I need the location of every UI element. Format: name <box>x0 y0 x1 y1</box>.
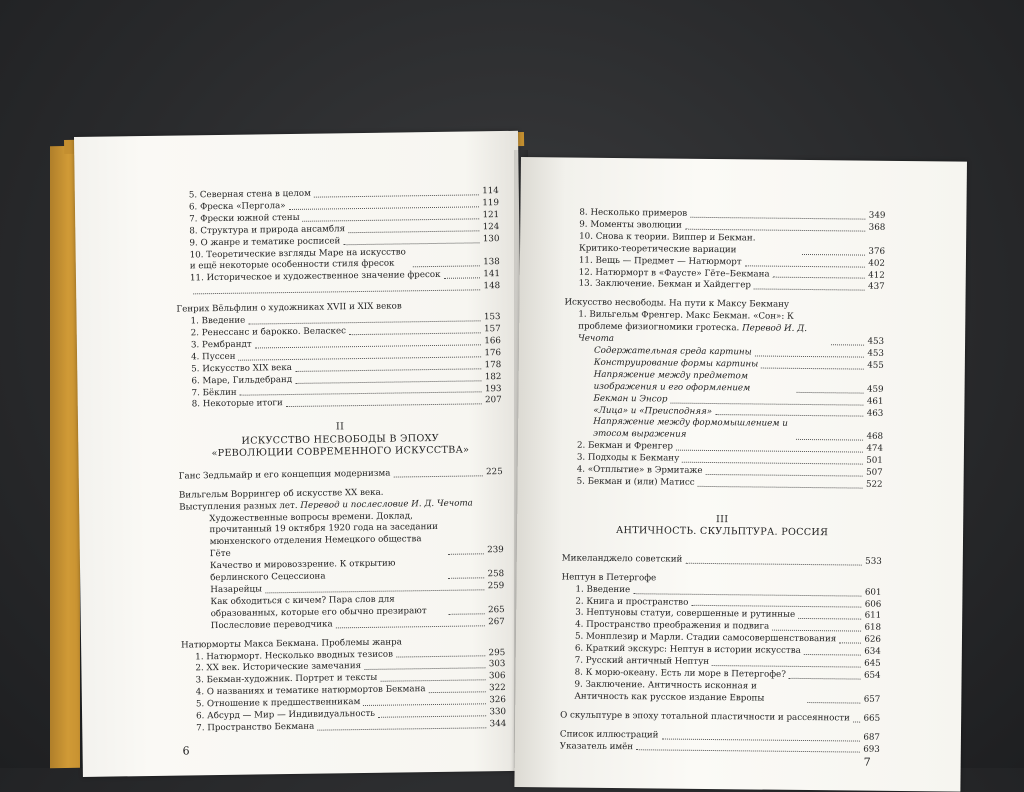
toc-entry: 11. Историческое и художественное значение фресок 141 <box>189 269 501 284</box>
toc-entry: 8. Структура и природа ансамбля 124 <box>189 221 500 237</box>
toc-heading: Нептун в Петергофе <box>561 572 657 584</box>
toc-entry: 5. Монплезир и Марли. Стадии самосовершенствования 626 <box>574 631 882 646</box>
toc-entry: 4. Пуссен 176 <box>191 347 502 363</box>
toc-entry: Качество и мировоззрение. К открытию берлинского Сецессиона 258 <box>209 558 505 584</box>
toc-entry: 13. Заключение. Бекман и Хайдеггер 437 <box>578 279 885 293</box>
toc-entry: 7. Фрески южной стены 121 <box>189 209 500 225</box>
toc-entry: 1. Введение 601 <box>575 584 882 598</box>
toc-entry: Бекман и Энсор 461 <box>593 393 884 407</box>
toc-heading: Вильгельм Воррингер об искусстве XX века. <box>178 487 384 501</box>
page-number-left: 6 <box>182 744 190 758</box>
toc-entry: Микеланджело советский 533 <box>561 553 882 567</box>
left-page <box>74 131 527 777</box>
toc-entry: 1. Натюрморт. Несколько вводных тезисов 295 <box>195 647 506 662</box>
toc-entry: Послесловие переводчика 267 <box>210 616 505 631</box>
toc-entry: 9. О жанре и тематике росписей 130 <box>189 233 500 249</box>
toc-heading: Натюрморты Макса Бекмана. Проблемы жанра <box>181 637 402 651</box>
toc-entry: 6. Абсурд — Мир — Индивидуальность 330 <box>196 707 507 722</box>
toc-entry: 5. Отношение к предшественникам 326 <box>195 695 506 710</box>
right-page <box>514 157 967 792</box>
toc-entry: 9. Заключение. Античность исконная и Античность как русское издание Европы 657 <box>574 679 881 705</box>
toc-entry: 5. Северная стена в целом 114 <box>188 186 499 201</box>
toc-entry: Назарейцы 259 <box>210 581 505 596</box>
right-toc <box>560 207 886 756</box>
toc-entry: 3. Подходы к Бекману 501 <box>576 452 883 466</box>
toc-entry: Конструирование формы картины 455 <box>593 357 884 371</box>
toc-entry: Список иллюстраций 687 <box>559 729 880 743</box>
toc-entry: 2. Книга и пространство 606 <box>575 596 882 610</box>
toc-entry: 148 <box>176 281 500 297</box>
toc-entry: Содержательная среда картины 453 <box>593 345 885 359</box>
toc-entry: 7. Пространство Бекмана 344 <box>196 718 507 734</box>
toc-entry: 3. Нептуновы статуи, совершенные и рутинные 611 <box>575 608 882 622</box>
section-heading-ii: II ИСКУССТВО НЕСВОБОДЫ В ЭПОХУ «РЕВОЛЮЦИИ СОВРЕМЕННОГО ИСКУССТВА» <box>211 421 470 460</box>
toc-entry: Напряжение между предметом изображения и его оформлением 459 <box>593 369 884 395</box>
toc-entry: 5. Искусство XIX века 178 <box>191 359 502 375</box>
toc-entry: 4. О названиях и тематике натюрмортов Бекмана 322 <box>195 683 506 698</box>
toc-entry: 2. Бекман и Френгер 474 <box>576 440 884 455</box>
toc-entry: 2. Ренессанс и барокко. Веласкес 157 <box>190 324 501 339</box>
toc-entry: 3. Рембрандт 166 <box>190 335 501 351</box>
toc-entry: 8. Несколько примеров 349 <box>579 207 886 221</box>
toc-entry: 6. Краткий экскурс: Нептун в истории искусства 634 <box>574 643 881 657</box>
toc-entry: «Лица» и «Преисподняя» 463 <box>593 405 884 419</box>
toc-entry: 5. Бекман и (или) Матисс 522 <box>576 476 883 490</box>
left-toc <box>175 186 507 735</box>
toc-entry: 4. Пространство преображения и подвига 618 <box>575 619 882 634</box>
toc-entry: 10. Снова к теории. Виппер и Бекман. Критико-теоретические вариации 376 <box>578 231 886 257</box>
toc-entry: 1. Вильгельм Френгер. Макс Бекман. «Сон»: К проблеме физиогномики гротеска. Перевод И. Д. Чечота 453 <box>578 309 885 347</box>
toc-entry: 10. Теоретические взгляды Маре на искусство и ещё некоторые особенности стиля фресок 138 <box>189 246 500 272</box>
toc-entry: Указатель имён 693 <box>559 740 880 755</box>
toc-entry: Напряжение между формомышлением и этосом выражения 468 <box>593 417 884 443</box>
toc-entry: 3. Бекман-художник. Портрет и тексты 306 <box>195 671 506 686</box>
toc-heading: Генрих Вёльфлин о художниках XVII и XIX веков <box>176 301 402 315</box>
toc-entry: Художественные вопросы времени. Доклад, прочитанный 19 октября 1920 года на заседании мюнхенского отделения Немецкого общества Гёте 239 <box>209 510 504 560</box>
toc-entry: 2. XX век. Исторические замечания 303 <box>195 659 506 674</box>
toc-entry: 7. Бёклин 193 <box>191 383 502 398</box>
toc-entry: О скульптуре в эпоху тотальной пластичности и рассеянности 665 <box>560 710 881 724</box>
toc-entry: 1. Введение 153 <box>190 312 501 327</box>
toc-entry: 6. Маре, Гильдебранд 182 <box>191 371 502 386</box>
page-number-right: 7 <box>863 755 871 769</box>
toc-entry: 8. К морю-океану. Есть ли море в Петергофе? 654 <box>574 667 881 681</box>
toc-entry: 11. Вещь — Предмет — Натюрморт 402 <box>578 255 885 269</box>
toc-heading: Искусство несвободы. На пути к Максу Бекману <box>564 297 790 311</box>
toc-entry: 7. Русский античный Нептун 645 <box>574 655 881 669</box>
toc-heading: Выступления разных лет. Перевод и послесловие И. Д. Чечота <box>179 498 473 513</box>
toc-entry: 12. Натюрморт в «Фаусте» Гёте–Бекмана 412 <box>578 267 885 281</box>
toc-entry: Ганс Зедльмайр и его концепция модернизма 225 <box>178 466 503 482</box>
toc-entry: 9. Моменты эволюции 368 <box>579 219 886 233</box>
section-heading-iii: III АНТИЧНОСТЬ. СКУЛЬПТУРА. РОССИЯ <box>615 513 829 539</box>
toc-entry: Как обходиться с кичем? Пара слов для образованных, которые его обычно презирают 265 <box>210 594 505 619</box>
toc-entry: 6. Фреска «Пергола» 119 <box>188 197 500 213</box>
toc-entry: 8. Некоторые итоги 207 <box>191 395 502 410</box>
toc-entry: 4. «Отплытие» в Эрмитаже 507 <box>576 464 883 478</box>
